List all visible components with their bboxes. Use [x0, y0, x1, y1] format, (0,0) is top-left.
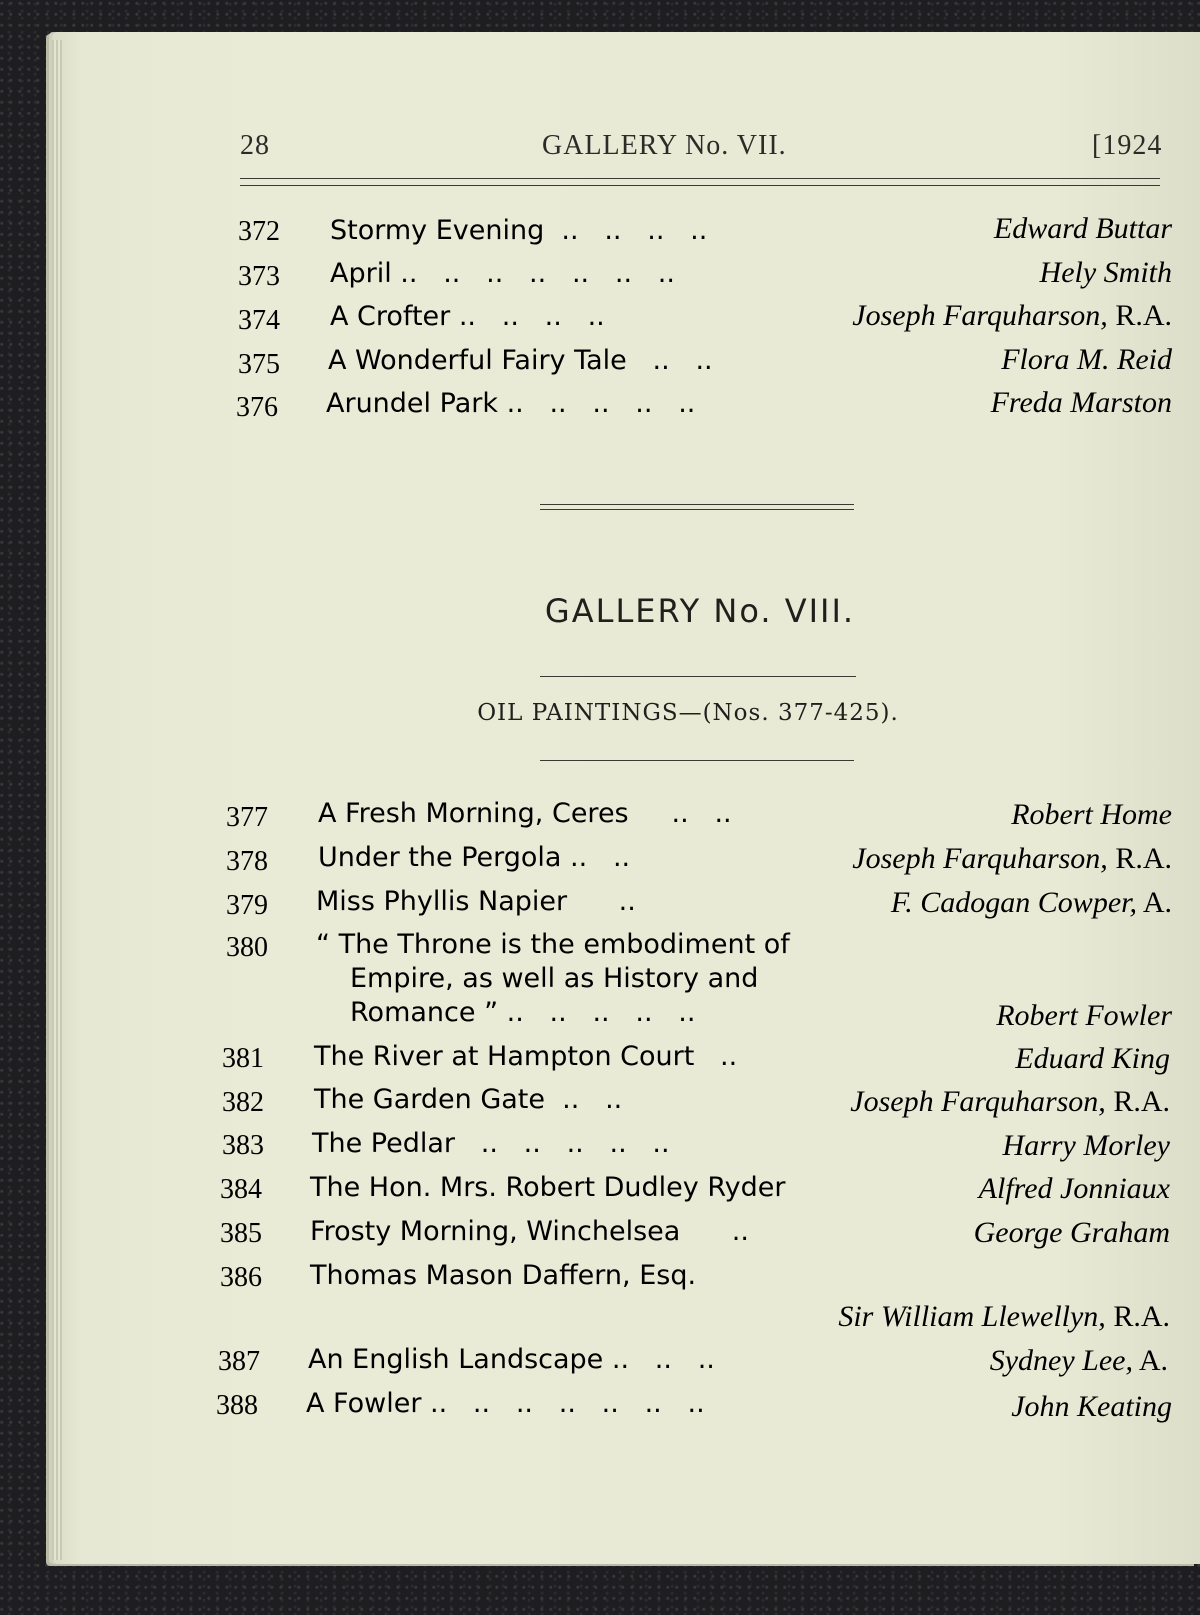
- header-rule: [240, 178, 1160, 186]
- entry-artist: Eduard King: [1015, 1042, 1170, 1075]
- entry-number: 377: [226, 802, 268, 833]
- section-divider: [540, 504, 854, 510]
- entry-artist: Joseph Farquharson, R.A.: [852, 842, 1172, 875]
- entry-title: Stormy Evening .. .. .. ..: [330, 215, 708, 246]
- title-rule: [540, 676, 856, 677]
- page-number: 28: [240, 130, 270, 161]
- entry-artist: George Graham: [973, 1216, 1170, 1249]
- page-edge: [52, 40, 62, 1560]
- entry-title: Miss Phyllis Napier ..: [316, 886, 636, 917]
- entry-artist: Flora M. Reid: [1001, 343, 1172, 376]
- entry-artist: Hely Smith: [1039, 256, 1172, 289]
- entry-artist: Harry Morley: [1002, 1129, 1170, 1162]
- running-year: [1924: [1092, 130, 1163, 161]
- subtitle-rule: [540, 760, 854, 761]
- entry-title: A Wonderful Fairy Tale .. ..: [328, 345, 713, 376]
- entry-artist: Sydney Lee, A.: [989, 1344, 1168, 1377]
- entry-title: Under the Pergola .. ..: [318, 842, 631, 873]
- entry-title: Arundel Park .. .. .. .. ..: [326, 388, 696, 419]
- entry-title: “ The Throne is the embodiment of: [316, 929, 790, 960]
- entry-title: An English Landscape .. .. ..: [308, 1344, 715, 1375]
- entry-title: The Garden Gate .. ..: [314, 1084, 623, 1115]
- entry-artist: F. Cadogan Cowper, A.: [890, 886, 1172, 919]
- entry-artist: John Keating: [1011, 1390, 1172, 1423]
- entry-title: A Crofter .. .. .. ..: [330, 301, 605, 332]
- section-subtitle: OIL PAINTINGS—(Nos. 377-425).: [477, 700, 899, 726]
- entry-number: 372: [238, 216, 280, 247]
- entry-artist: Joseph Farquharson, R.A.: [852, 299, 1172, 332]
- entry-number: 378: [226, 846, 268, 877]
- entry-number: 380: [226, 932, 268, 963]
- entry-artist: Edward Buttar: [993, 212, 1172, 245]
- entry-artist: Sir William Llewellyn, R.A.: [838, 1300, 1170, 1333]
- entry-title: The Pedlar .. .. .. .. ..: [312, 1128, 670, 1159]
- entry-title: A Fowler .. .. .. .. .. .. ..: [306, 1388, 705, 1419]
- entry-number: 373: [238, 261, 280, 292]
- entry-number: 387: [218, 1346, 260, 1377]
- entry-title: The River at Hampton Court ..: [314, 1041, 738, 1072]
- entry-title: The Hon. Mrs. Robert Dudley Ryder: [310, 1172, 786, 1203]
- entry-number: 374: [238, 305, 280, 336]
- entry-artist: Robert Home: [1011, 798, 1172, 831]
- entry-title-line: Romance ” .. .. .. .. ..: [350, 997, 696, 1028]
- entry-number: 376: [236, 392, 278, 423]
- entry-title-line: Empire, as well as History and: [350, 963, 759, 994]
- entry-number: 384: [220, 1174, 262, 1205]
- entry-number: 388: [216, 1390, 258, 1421]
- entry-artist: Joseph Farquharson, R.A.: [850, 1085, 1170, 1118]
- entry-artist: Freda Marston: [990, 386, 1172, 419]
- section-title: GALLERY No. VIII.: [544, 592, 856, 630]
- entry-title: Thomas Mason Daffern, Esq.: [310, 1260, 697, 1291]
- entry-artist: Robert Fowler: [996, 999, 1172, 1032]
- entry-artist: Alfred Jonniaux: [978, 1172, 1170, 1205]
- entry-number: 381: [222, 1043, 264, 1074]
- entry-title: A Fresh Morning, Ceres .. ..: [318, 798, 732, 829]
- entry-number: 379: [226, 890, 268, 921]
- entry-title: Frosty Morning, Winchelsea ..: [310, 1216, 749, 1247]
- entry-number: 383: [222, 1130, 264, 1161]
- entry-title: April .. .. .. .. .. .. ..: [330, 258, 675, 289]
- entry-number: 382: [222, 1087, 264, 1118]
- entry-number: 385: [220, 1218, 262, 1249]
- entry-number: 386: [220, 1262, 262, 1293]
- entry-number: 375: [238, 349, 280, 380]
- running-title: GALLERY No. VII.: [542, 130, 787, 161]
